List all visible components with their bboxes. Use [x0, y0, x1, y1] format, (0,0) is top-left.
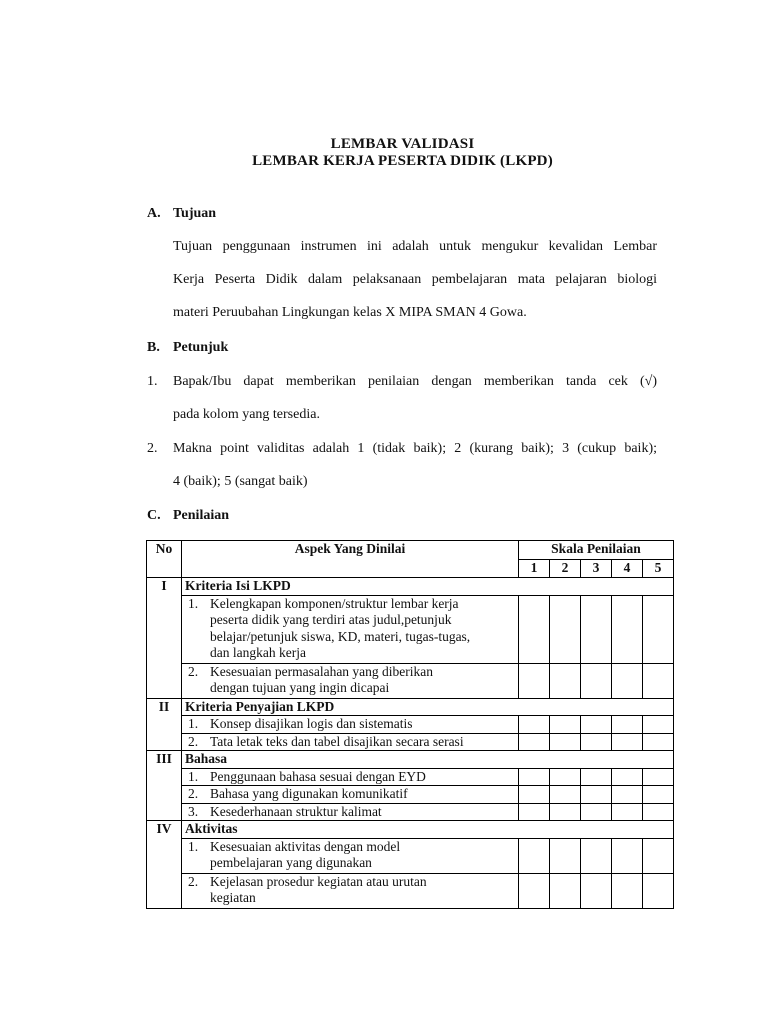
aspect-cell — [182, 873, 519, 908]
petunjuk-number-1: 1. — [147, 374, 158, 389]
score-cell-2[interactable] — [550, 786, 581, 804]
table-row — [147, 838, 674, 873]
score-cell-4[interactable] — [612, 663, 643, 698]
score-cell-4[interactable] — [612, 595, 643, 663]
item-text — [210, 804, 515, 821]
score-cell-3[interactable] — [581, 768, 612, 786]
item-number: 2. — [188, 786, 199, 801]
item-text — [210, 596, 515, 662]
category-title: Kriteria Penyajian LKPD — [182, 698, 674, 716]
aspect-cell — [182, 838, 519, 873]
table-row — [147, 786, 674, 804]
category-number: II — [147, 698, 182, 751]
petunjuk-number-2: 2. — [147, 441, 158, 456]
section-title: Petunjuk — [173, 340, 229, 355]
score-cell-1[interactable] — [519, 803, 550, 821]
item-text-line: Bahasa yang digunakan komunikatif — [210, 786, 408, 801]
document-subtitle: LEMBAR KERJA PESERTA DIDIK (LKPD) — [252, 153, 553, 169]
table-row — [147, 733, 674, 751]
table-row — [147, 873, 674, 908]
aspect-item — [185, 596, 515, 662]
score-cell-4[interactable] — [612, 768, 643, 786]
score-cell-3[interactable] — [581, 873, 612, 908]
score-cell-2[interactable] — [550, 803, 581, 821]
section-letter: B. — [147, 340, 160, 355]
score-cell-4[interactable] — [612, 838, 643, 873]
tujuan-line-3: materi Peruubahan Lingkungan kelas X MIPA SMAN 4 Gowa. — [173, 305, 527, 320]
aspect-item — [185, 839, 515, 872]
score-cell-1[interactable] — [519, 873, 550, 908]
score-cell-3[interactable] — [581, 803, 612, 821]
petunjuk-2-line-2: 4 (baik); 5 (sangat baik) — [173, 474, 308, 489]
petunjuk-1-line-1: Bapak/Ibu dapat memberikan penilaian dengan memberikan tanda cek (√) — [173, 374, 657, 389]
table-row — [147, 663, 674, 698]
section-a-heading — [147, 206, 216, 222]
section-title: Penilaian — [173, 508, 230, 523]
score-cell-3[interactable] — [581, 595, 612, 663]
aspect-item — [185, 716, 515, 733]
category-row — [147, 751, 674, 769]
item-text — [210, 839, 515, 872]
item-text — [210, 734, 515, 751]
aspect-cell — [182, 716, 519, 734]
section-b-heading — [147, 340, 228, 356]
score-cell-2[interactable] — [550, 838, 581, 873]
aspect-cell — [182, 733, 519, 751]
score-cell-3[interactable] — [581, 663, 612, 698]
section-title: Tujuan — [173, 206, 217, 221]
score-cell-3[interactable] — [581, 716, 612, 734]
score-cell-1[interactable] — [519, 838, 550, 873]
header-skala: Skala Penilaian — [519, 541, 674, 560]
petunjuk-1-line-2: pada kolom yang tersedia. — [173, 407, 320, 422]
score-cell-5[interactable] — [643, 595, 674, 663]
score-cell-5[interactable] — [643, 838, 674, 873]
category-title: Aktivitas — [182, 821, 674, 839]
score-cell-2[interactable] — [550, 663, 581, 698]
tujuan-line-2: Kerja Peserta Didik dalam pelaksanaan pembelajaran mata pelajaran biologi — [173, 272, 657, 287]
table-row — [147, 716, 674, 734]
item-number: 1. — [188, 716, 199, 731]
aspect-cell — [182, 595, 519, 663]
item-number: 3. — [188, 803, 199, 819]
item-number: 2. — [188, 733, 199, 749]
header-aspek: Aspek Yang Dinilai — [182, 541, 519, 578]
item-number: 1. — [188, 838, 199, 854]
scale-1: 1 — [519, 560, 550, 578]
score-cell-5[interactable] — [643, 803, 674, 821]
item-text — [210, 716, 515, 733]
score-cell-4[interactable] — [612, 786, 643, 804]
table-header-row — [147, 541, 674, 560]
item-text-line: Tata letak teks dan tabel disajikan secara serasi — [210, 733, 464, 749]
table-row — [147, 595, 674, 663]
section-letter: C. — [147, 508, 161, 523]
aspect-item — [185, 874, 515, 907]
score-cell-3[interactable] — [581, 733, 612, 751]
score-cell-3[interactable] — [581, 838, 612, 873]
item-text-line: Kesesuaian aktivitas dengan model — [210, 838, 401, 854]
score-cell-2[interactable] — [550, 716, 581, 734]
category-row — [147, 821, 674, 839]
section-letter: A. — [147, 206, 161, 221]
score-cell-5[interactable] — [643, 768, 674, 786]
category-number: I — [147, 578, 182, 699]
score-cell-2[interactable] — [550, 595, 581, 663]
score-cell-2[interactable] — [550, 733, 581, 751]
score-cell-5[interactable] — [643, 663, 674, 698]
item-text-line: Penggunaan bahasa sesuai dengan EYD — [210, 768, 426, 784]
score-cell-1[interactable] — [519, 716, 550, 734]
document-title: LEMBAR VALIDASI — [330, 136, 475, 152]
aspect-cell — [182, 786, 519, 804]
scale-3: 3 — [581, 560, 612, 578]
aspect-item — [185, 804, 515, 821]
table-row — [147, 803, 674, 821]
category-row — [147, 578, 674, 596]
item-text-line: pembelajaran yang digunakan — [210, 855, 372, 870]
scale-2: 2 — [550, 560, 581, 578]
score-cell-4[interactable] — [612, 716, 643, 734]
item-text-line: Kesesuaian permasalahan yang diberikan — [210, 663, 434, 679]
scale-4: 4 — [612, 560, 643, 578]
category-number: III — [147, 751, 182, 821]
item-text-line: peserta didik yang terdiri atas judul,petunjuk — [210, 612, 452, 627]
item-text — [210, 786, 515, 803]
score-cell-1[interactable] — [519, 733, 550, 751]
item-text — [210, 769, 515, 786]
score-cell-5[interactable] — [643, 716, 674, 734]
category-row — [147, 698, 674, 716]
score-cell-1[interactable] — [519, 768, 550, 786]
item-number: 2. — [188, 663, 199, 679]
category-number: IV — [147, 821, 182, 909]
scale-5: 5 — [643, 560, 674, 578]
aspect-cell — [182, 663, 519, 698]
assessment-table — [146, 540, 674, 909]
item-text-line: dan langkah kerja — [210, 645, 306, 660]
score-cell-1[interactable] — [519, 786, 550, 804]
aspect-item — [185, 786, 515, 803]
item-text — [210, 874, 515, 907]
petunjuk-2-line-1: Makna point validitas adalah 1 (tidak baik); 2 (kurang baik); 3 (cukup baik); — [173, 441, 657, 456]
aspect-cell — [182, 768, 519, 786]
section-c-heading — [147, 508, 229, 524]
score-cell-4[interactable] — [612, 873, 643, 908]
item-number: 1. — [188, 768, 199, 784]
tujuan-line-1: Tujuan penggunaan instrumen ini adalah untuk mengukur kevalidan Lembar — [173, 239, 657, 254]
item-text-line: Kejelasan prosedur kegiatan atau urutan — [210, 873, 427, 889]
aspect-cell — [182, 803, 519, 821]
category-title: Bahasa — [182, 751, 674, 769]
table-row — [147, 768, 674, 786]
item-number: 2. — [188, 873, 199, 889]
aspect-item — [185, 664, 515, 697]
item-text-line: dengan tujuan yang ingin dicapai — [210, 680, 390, 695]
score-cell-4[interactable] — [612, 733, 643, 751]
score-cell-4[interactable] — [612, 803, 643, 821]
score-cell-2[interactable] — [550, 768, 581, 786]
aspect-item — [185, 769, 515, 786]
header-no: No — [147, 541, 182, 578]
score-cell-1[interactable] — [519, 595, 550, 663]
score-cell-5[interactable] — [643, 873, 674, 908]
score-cell-3[interactable] — [581, 786, 612, 804]
item-text-line: belajar/petunjuk siswa, KD, materi, tugas-tugas, — [210, 628, 471, 644]
item-text — [210, 664, 515, 697]
score-cell-5[interactable] — [643, 733, 674, 751]
item-text-line: Kesederhanaan struktur kalimat — [210, 803, 382, 819]
item-text-line: Kelengkapan komponen/struktur lembar kerja — [210, 595, 459, 611]
score-cell-2[interactable] — [550, 873, 581, 908]
item-text-line: Konsep disajikan logis dan sistematis — [210, 716, 413, 731]
score-cell-5[interactable] — [643, 786, 674, 804]
item-number: 1. — [188, 595, 199, 611]
category-title: Kriteria Isi LKPD — [182, 578, 674, 596]
score-cell-1[interactable] — [519, 663, 550, 698]
item-text-line: kegiatan — [210, 890, 256, 905]
aspect-item — [185, 734, 515, 751]
